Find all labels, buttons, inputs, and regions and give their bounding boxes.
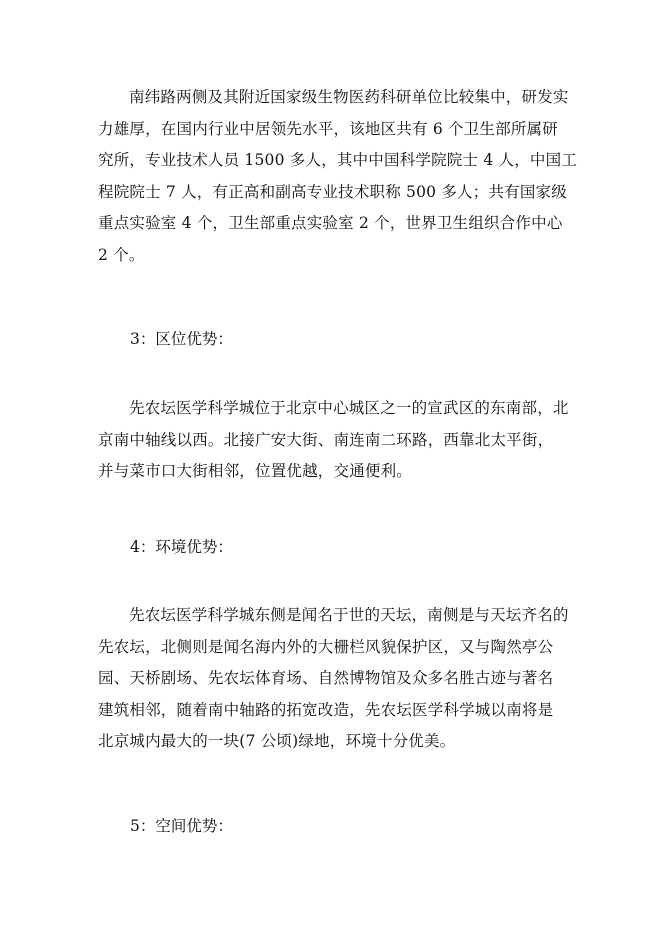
text-line: 建筑相邻，随着南中轴路的拓宽改造，先农坛医学科学城以南将是: [98, 700, 554, 719]
text-line: 南纬路两侧及其附近国家级生物医药科研单位比较集中，研发实: [129, 88, 569, 106]
paragraph-location: [98, 393, 568, 488]
text-line: 京南中轴线以西。北接广安大街、南连南二环路，西靠北太平街，: [98, 430, 554, 449]
heading-environment-advantage: 4：环境优势：: [130, 538, 233, 556]
text-line: 先农坛医学科学城东侧是闻名于世的天坛，南侧是与天坛齐名的: [129, 606, 569, 624]
text-line: 究所，专业技术人员 1500 多人，其中中国科学院院士 4 人，中国工: [98, 151, 578, 169]
text-line: 程院院士 7 人，有正高和副高专业技术职称 500 多人；共有国家级: [98, 182, 567, 201]
text-line: 先农坛医学科学城位于北京中心城区之一的宣武区的东南部，北: [129, 399, 569, 417]
text-line: 并与菜市口大街相邻，位置优越，交通便利。: [98, 462, 413, 480]
heading-space-advantage: 5：空间优势：: [130, 817, 233, 835]
text-line: 园、天桥剧场、先农坛体育场、自然博物馆及众多名胜古迹与著名: [98, 669, 554, 687]
text-line: 2 个。: [98, 245, 145, 264]
heading-location-advantage: 3：区位优势：: [130, 330, 233, 348]
text-line: 重点实验室 4 个，卫生部重点实验室 2 个，世界卫生组织合作中心: [98, 214, 563, 232]
paragraph-research-units: [98, 82, 578, 271]
paragraph-environment: [98, 600, 568, 758]
text-line: 北京城内最大的一块(7 公顷)绿地，环境十分优美。: [98, 732, 456, 750]
text-line: 力雄厚，在国内行业中居领先水平，该地区共有 6 个卫生部所属研: [98, 119, 558, 138]
text-line: 先农坛，北侧则是闻名海内外的大栅栏风貌保护区，又与陶然亭公: [98, 637, 554, 656]
